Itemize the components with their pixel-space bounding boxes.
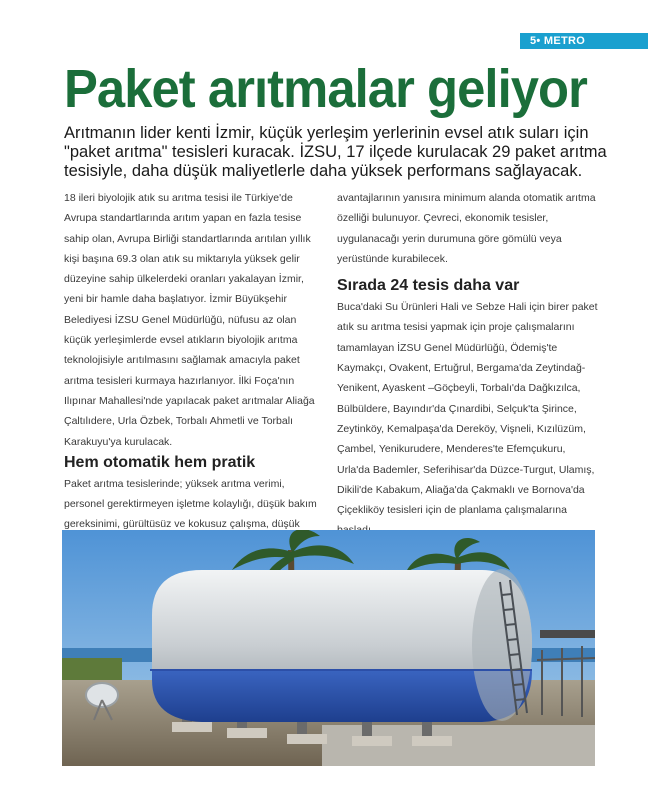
body-paragraph-2: Paket arıtma tesislerinde; yüksek arıtma verimi, personel gerektirmeyen işletme kolaylığı, düşük bakım gereksinimi, gürültüsüz ve kokusuz çalışma, düşük bbox=[64, 477, 317, 531]
subheading-24-facilities: Sırada 24 tesis daha var bbox=[337, 277, 520, 295]
body-paragraph-3: avantajlarının yanısıra minimum alanda otomatik arıtma özelliği bulunuyor. Çevreci, ekonomik tesisler, uygulanacağı yerin durumuna göre gömülü veya yerüstünde kurabilecek. bbox=[337, 192, 596, 265]
article-title: Paket arıtmalar geliyor bbox=[64, 59, 587, 119]
body-paragraph-4: Buca'daki Su Ürünleri Hali ve Sebze Hali için birer paket atık su arıtma tesisi yapmak için proje çalışmalarını tamamlayan İZSU Genel Müdürlüğü, Ödemiş'te Kaymakçı, Ovakent, Ertuğrul, Bergama'da Zeytindağ-Yenikent, Ayaskent –Göçbeyli, Torbalı'da Dağkızılca, Bülbüldere, Bayındır'da Çınardibi, Selçuk'ta Şirince, Zeytinköy, Kemalpaşa'da Dereköy, Vişneli, Kızılüzüm, Çambel, Yenikurudere, Menderes'te Efemçukuru, Urla'da Bademler, Seferihisar'da Düzce-Turgut, Ulamış, Dikili'de Kabakum, Aliağa'da Çakmaklı ve Bornova'da Çiçekliköy tesisleri için de planlama çalışmalarına bbox=[337, 301, 598, 517]
column-right bbox=[337, 188, 599, 541]
body-paragraph-1: 18 ileri biyolojik atık su arıtma tesisi ile Türkiye'de Avrupa standartlarında arıtım yapan en fazla tesise sahip olan, Avrupa Birliği standartlarında arıtılan yıllık kişi başına 69.3 olan atık su miktarıyla yüksek gelir düzeyine sahip ülkelerdeki oranları yakalayan İzmir, yeni bir hamle daha başlatıyor. İzmir Büyükşehir Belediyesi İZSU Genel Müdürlüğü, nüfusu az olan küçük yerleşimlerde evsel atıkların biyolojik arıtma teknolojisiyle arıtılmasını sağlamak amacıyla paket arıtma tesisleri kurmaya hazırlanıyor. İlki Foça'nın Ilıpınar Mahallesi'nde yapılacak paket arıtmalar Aliağa Çaltılıdere, Urla Özbek, Torbalı Ahmetli ve Torbalı Karakuyu'ya kurulacak. bbox=[64, 192, 315, 448]
treatment-tank-photo bbox=[62, 530, 595, 766]
subheading-automatic: Hem otomatik hem pratik bbox=[64, 453, 256, 471]
article-lead: Arıtmanın lider kenti İzmir, küçük yerleşim yerlerinin evsel atık suları için "paket arıtma" tesisleri kuracak. İZSU, 17 ilçede kurulacak 29 paket arıtma tesisiyle, daha düşük maliyetlerle daha yüksek performans sağlayacak. bbox=[64, 124, 607, 180]
section-badge: 5• METRO bbox=[520, 33, 648, 49]
column-left bbox=[64, 188, 326, 555]
